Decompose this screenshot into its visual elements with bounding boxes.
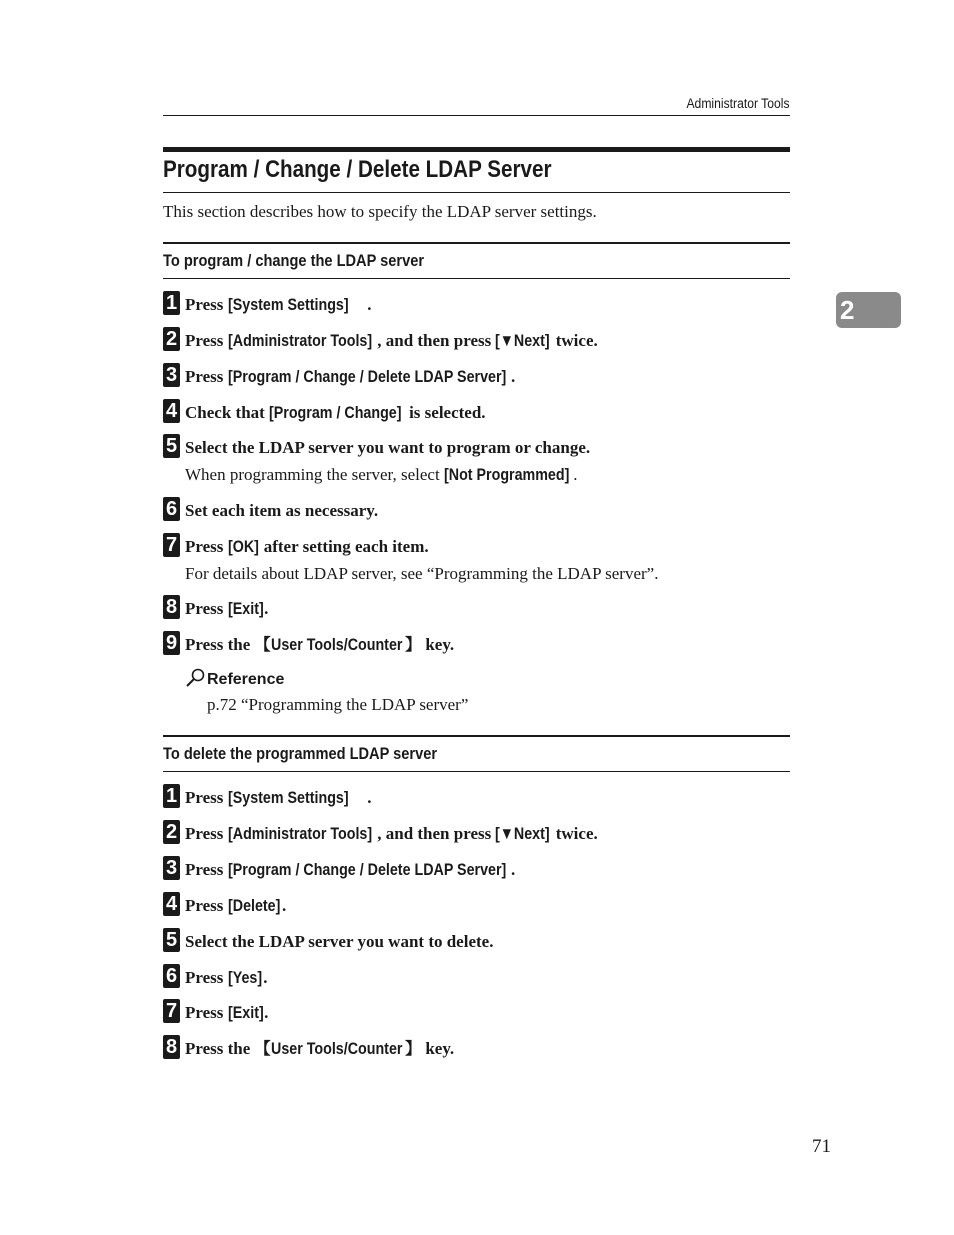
running-head	[163, 96, 790, 116]
step-note: For details about LDAP server, see “Programming the LDAP server”.	[185, 564, 659, 583]
bracket-open: 【	[254, 635, 271, 654]
step-text: Set each item as necessary.	[185, 501, 379, 520]
step-text: Select the LDAP server you want to delete.	[185, 932, 494, 951]
step-number: 3	[163, 363, 180, 387]
system-settings-key: [System Settings]	[227, 295, 349, 314]
administrator-tools-key: [Administrator Tools]	[227, 824, 372, 843]
title-rule-top	[163, 147, 790, 152]
not-programmed-key: [Not Programmed]	[443, 465, 570, 484]
chapter-tab: 2	[836, 292, 901, 328]
step-number: 6	[163, 497, 180, 521]
step-text: Press [Administrator Tools] , and then press [▼Next] twice.	[185, 824, 598, 843]
step-number: 7	[163, 533, 180, 557]
program-change-delete-ldap-key: [Program / Change / Delete LDAP Server]	[227, 860, 506, 879]
user-tools-counter-key: User Tools/Counter	[270, 635, 403, 654]
user-tools-counter-key: User Tools/Counter	[270, 1039, 403, 1058]
reference-label: Reference	[207, 671, 285, 688]
title-rule-bottom	[163, 192, 790, 193]
step-number: 9	[163, 631, 180, 655]
program-change-delete-ldap-key: [Program / Change / Delete LDAP Server]	[227, 367, 506, 386]
step-number: 6	[163, 964, 180, 988]
ok-key: [OK]	[227, 537, 259, 556]
step-number: 4	[163, 892, 180, 916]
bracket-close: 】	[405, 635, 422, 654]
delete-key: [Delete]	[227, 896, 281, 915]
step-number: 1	[163, 784, 180, 808]
intro-paragraph: This section describes how to specify the LDAP server settings.	[163, 202, 597, 221]
step-text: Press the 【User Tools/Counter 】 key.	[185, 1039, 455, 1058]
step-text: Press [Delete] .	[185, 896, 287, 915]
exit-key: [Exit]	[227, 1003, 264, 1022]
next-key: [▼Next]	[495, 824, 551, 843]
step-text: Press [System Settings] .	[185, 788, 372, 807]
step-text: Press [System Settings] .	[185, 295, 372, 314]
step-text: Press [Administrator Tools] , and then press [▼Next] twice.	[185, 331, 598, 350]
step-number: 8	[163, 1035, 180, 1059]
yes-key: [Yes]	[227, 968, 262, 987]
step-text: Press [Program / Change / Delete LDAP Server] .	[185, 367, 516, 386]
page-number: 71	[812, 1136, 831, 1157]
bracket-open: 【	[254, 1039, 271, 1058]
magnifier-icon	[185, 667, 207, 689]
section1-heading: To program / change the LDAP server	[163, 251, 425, 270]
step-text: Press [Exit].	[185, 599, 269, 618]
step-number: 8	[163, 595, 180, 619]
step-number: 1	[163, 291, 180, 315]
step-text: Press [Program / Change / Delete LDAP Server] .	[185, 860, 516, 879]
exit-key: [Exit]	[227, 599, 264, 618]
step-text: Press [Yes].	[185, 968, 268, 987]
bracket-close: 】	[405, 1039, 422, 1058]
step-number: 5	[163, 928, 180, 952]
section1-rule-top	[163, 242, 790, 244]
step-number: 2	[163, 327, 180, 351]
reference-link[interactable]: p.72 “Programming the LDAP server”	[207, 695, 469, 714]
step-number: 3	[163, 856, 180, 880]
program-change-key: [Program / Change]	[269, 403, 402, 422]
section2-rule-bottom	[163, 771, 790, 772]
section1-rule-bottom	[163, 278, 790, 279]
page-title: Program / Change / Delete LDAP Server	[163, 156, 552, 183]
step-number: 2	[163, 820, 180, 844]
step-text: Press [Exit].	[185, 1003, 269, 1022]
step-text: Select the LDAP server you want to program or change.	[185, 438, 591, 457]
step-number: 5	[163, 434, 180, 458]
step-text: Check that [Program / Change] is selected.	[185, 403, 486, 422]
section2-rule-top	[163, 735, 790, 737]
step-note: When programming the server, select [Not Programmed] .	[185, 465, 578, 484]
step-text: Press [OK] after setting each item.	[185, 537, 429, 556]
system-settings-key: [System Settings]	[227, 788, 349, 807]
next-key: [▼Next]	[495, 331, 551, 350]
step-number: 7	[163, 999, 180, 1023]
running-head-text: Administrator Tools	[686, 96, 790, 111]
administrator-tools-key: [Administrator Tools]	[227, 331, 372, 350]
step-number: 4	[163, 399, 180, 423]
step-text: Press the 【User Tools/Counter 】 key.	[185, 635, 455, 654]
section2-heading: To delete the programmed LDAP server	[163, 744, 438, 763]
